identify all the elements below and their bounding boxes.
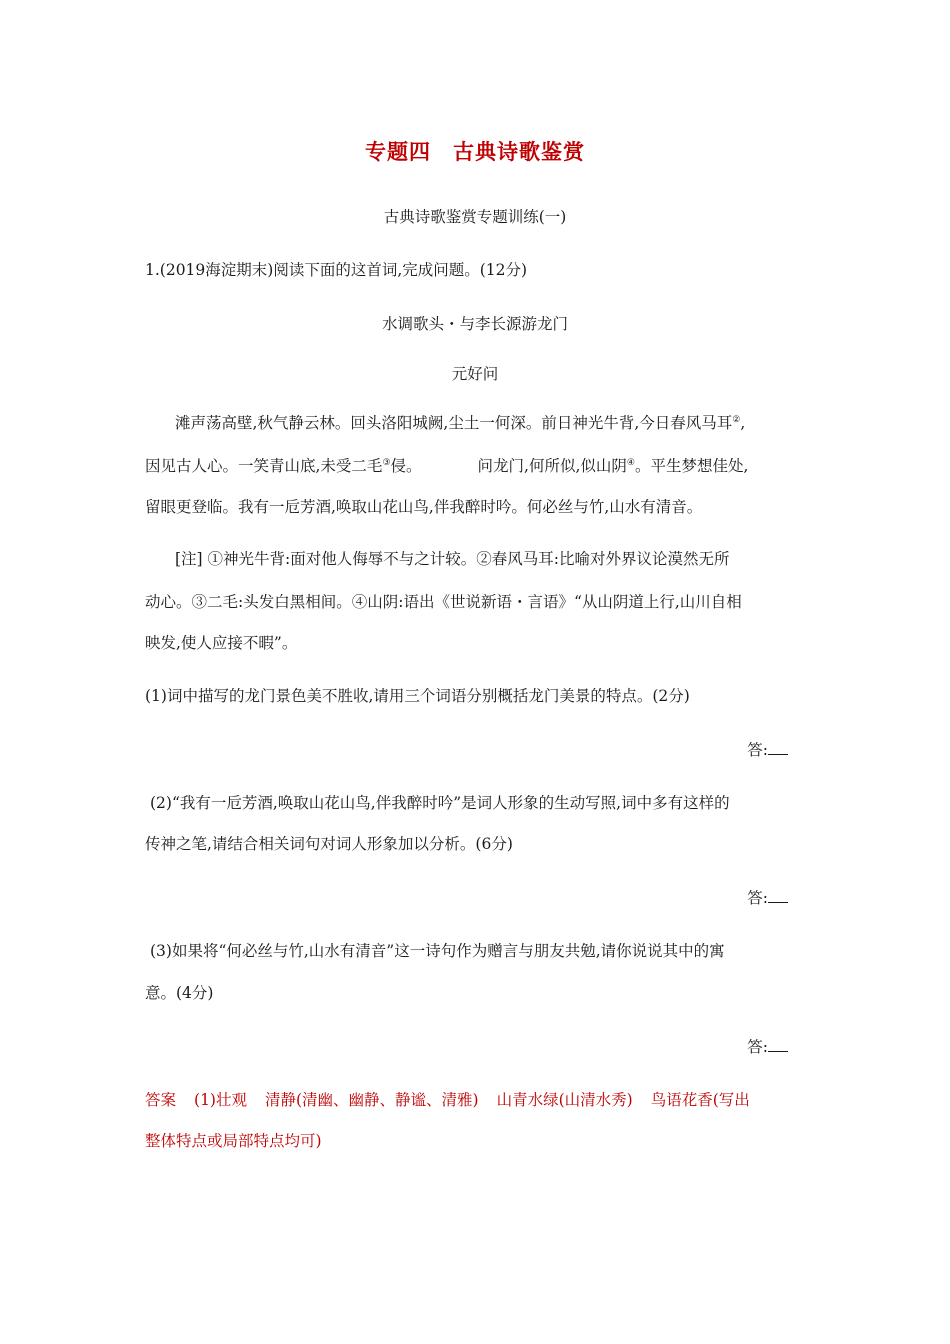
title-part1: 专题四 bbox=[365, 139, 431, 164]
note-line-3: 映发,使人应接不暇”。 bbox=[145, 634, 298, 652]
answer-line-1: 答案 (1)壮观 清静(清幽、幽静、静谧、清雅) 山青水绿(山清水秀) 鸟语花香(写出 bbox=[145, 1091, 750, 1109]
answer-blank-3[interactable] bbox=[768, 1039, 788, 1052]
poem-line-3: 留眼更登临。我有一卮芳酒,唤取山花山鸟,伴我醉时吟。何必丝与竹,山水有清音。 bbox=[145, 498, 703, 516]
sub-question-2-line-2: 传神之笔,请结合相关词句对词人形象加以分析。(6分) bbox=[145, 835, 513, 853]
answer-blank-2[interactable] bbox=[768, 890, 788, 903]
note-line-2: 动心。③二毛:头发白黑相间。④山阴:语出《世说新语・言语》“从山阴道上行,山川自相 bbox=[145, 593, 742, 611]
question-1: 1.(2019海淀期末)阅读下面的这首词,完成问题。(12分) bbox=[145, 261, 528, 279]
poem-title: 水调歌头・与李长源游龙门 bbox=[381, 315, 568, 333]
note-line-1: [注] ①神光牛背:面对他人侮辱不与之计较。②春风马耳:比喻对外界议论漠然无所 bbox=[175, 550, 730, 568]
poem-author: 元好问 bbox=[451, 365, 499, 383]
answer-prompt-1: 答: bbox=[747, 738, 788, 760]
answer-label: 答案 bbox=[145, 1091, 177, 1109]
title-part2: 古典诗歌鉴赏 bbox=[453, 139, 585, 164]
sub-question-2-line-1: (2)“我有一卮芳酒,唤取山花山鸟,伴我醉时吟”是词人形象的生动写照,词中多有这样的 bbox=[150, 794, 730, 812]
answer-blank-1[interactable] bbox=[768, 742, 788, 755]
answer-prompt-2: 答: bbox=[747, 886, 788, 908]
poem-line-1: 滩声荡高壁,秋气静云林。回头洛阳城阙,尘土一何深。前日神光牛背,今日春风马耳②, bbox=[175, 414, 746, 432]
section-subtitle: 古典诗歌鉴赏专题训练(一) bbox=[383, 208, 567, 226]
page-title bbox=[0, 136, 950, 166]
sub-question-3-line-2: 意。(4分) bbox=[145, 984, 214, 1002]
sub-question-1: (1)词中描写的龙门景色美不胜收,请用三个词语分别概括龙门美景的特点。(2分) bbox=[145, 687, 690, 705]
answer-line-2: 整体特点或局部特点均可) bbox=[145, 1132, 322, 1150]
poem-line-2: 因见古人心。一笑青山底,未受二毛③侵。 问龙门,何所似,似山阴④。平生梦想佳处, bbox=[145, 457, 749, 475]
sub-question-3-line-1: (3)如果将“何必丝与竹,山水有清音”这一诗句作为赠言与朋友共勉,请你说说其中的寓 bbox=[150, 942, 725, 960]
answer-prompt-3: 答: bbox=[747, 1035, 788, 1057]
